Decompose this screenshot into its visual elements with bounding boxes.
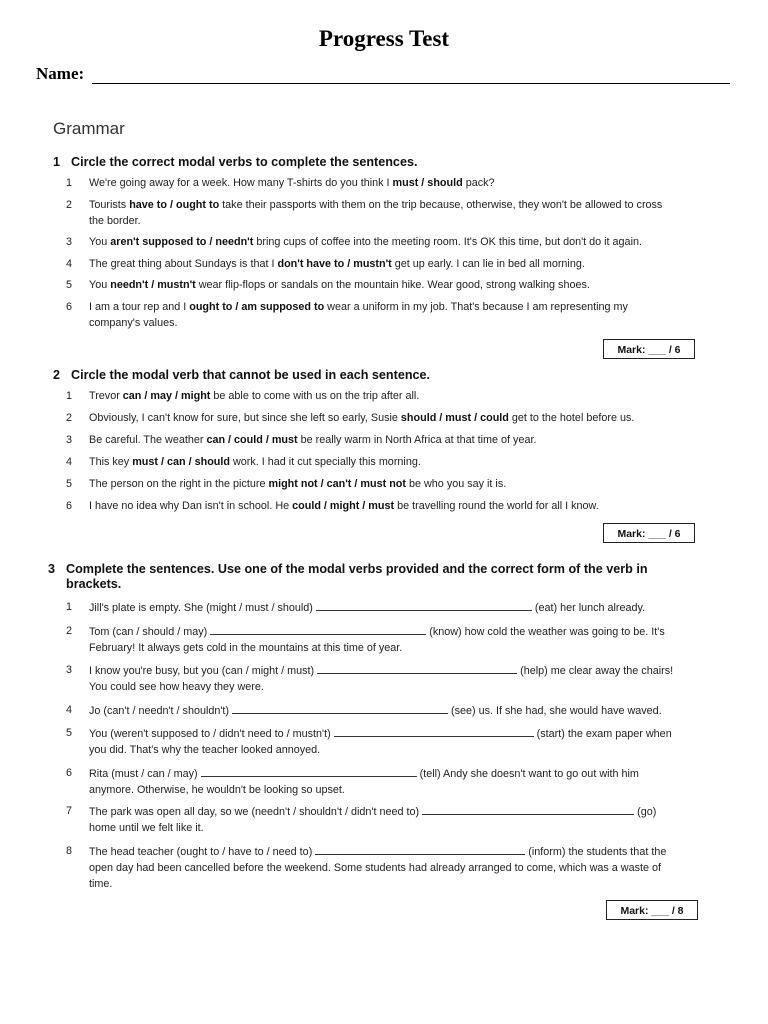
item-number: 4 [66,704,73,716]
item-text: You (weren't supposed to / didn't need to / mustn't) [89,728,334,740]
item-text: (eat) her lunch already. [531,602,646,614]
item-text: Jo (can't / needn't / shouldn't) [89,705,233,717]
modal-options[interactable]: must / can / should [132,456,230,468]
item-text: be able to come with us on the trip after all. [210,390,420,402]
answer-blank[interactable] [210,623,426,635]
item-text: be travelling round the world for all I know. [394,500,599,512]
item-number: 5 [66,478,73,490]
item-text: Jill's plate is empty. She (might / must / should) [89,602,316,614]
modal-options[interactable]: needn't / mustn't [110,279,196,291]
item-text: (see) us. If she had, she would have waved. [448,705,662,717]
item-text: I am a tour rep and I [89,301,190,313]
item-number: 5 [66,727,73,739]
item-number: 6 [66,767,73,779]
item-text: be who you say it is. [406,478,507,490]
modal-options[interactable]: must / should [392,177,463,189]
name-label: Name: [36,64,85,83]
mark-box[interactable]: Mark: ___ / 8 [606,900,698,920]
item-text: This key [89,456,133,468]
item-text: Trevor [89,390,123,402]
item-text: (help) me clear away the chairs! You could see how heavy they were. [89,665,674,693]
name-field-row [36,64,736,88]
modal-options[interactable]: aren't supposed to / needn't [110,236,254,248]
item-text: be really warm in North Africa at that time of year. [297,434,537,446]
exercise-instruction: Circle the correct modal verbs to complete the sentences. [71,155,418,169]
item-number: 1 [66,390,73,402]
item-text: I know you're busy, but you (can / might / must) [89,665,318,677]
mark-box[interactable]: Mark: ___ / 6 [603,523,695,543]
page-title: Progress Test [318,26,450,51]
item-number: 3 [66,664,73,676]
item-text: I have no idea why Dan isn't in school. He [89,500,293,512]
item-number: 8 [66,845,73,857]
exercise-number: 3 [48,562,56,576]
item-text: (know) how cold the weather was going to be. It's February! It always gets cold in the mountains at this time of year. [89,626,665,654]
answer-blank[interactable] [334,725,534,737]
modal-options[interactable]: might not / can't / must not [268,478,406,490]
answer-blank[interactable] [232,702,448,714]
item-text: You [89,279,111,291]
item-text: wear a uniform in my job. That's because I am representing my company's values. [89,301,628,329]
item-number: 1 [66,601,73,613]
answer-blank[interactable] [316,599,532,611]
modal-options[interactable]: have to / ought to [129,199,220,211]
answer-blank[interactable] [201,765,417,777]
item-number: 7 [66,805,73,817]
item-text: The person on the right in the picture [89,478,269,490]
item-text: The park was open all day, so we (needn't / shouldn't / didn't need to) [89,806,423,818]
item-text: get to the hotel before us. [508,412,635,424]
modal-options[interactable]: can / could / must [206,434,298,446]
modal-options[interactable]: should / must / could [400,412,509,424]
modal-options[interactable]: don't have to / mustn't [277,258,392,270]
item-number: 3 [66,434,73,446]
item-text: get up early. I can lie in bed all morning. [391,258,585,270]
item-number: 2 [66,625,73,637]
name-line[interactable] [92,83,730,84]
answer-blank[interactable] [315,843,525,855]
item-text: take their passports with them on the trip because, otherwise, they won't be allowed to cross the border. [89,199,663,227]
item-number: 1 [66,177,73,189]
item-text: The head teacher (ought to / have to / need to) [89,846,316,858]
item-number: 4 [66,456,73,468]
item-text: Be careful. The weather [89,434,207,446]
modal-options[interactable]: could / might / must [292,500,395,512]
answer-blank[interactable] [317,662,517,674]
item-number: 6 [66,301,73,313]
answer-blank[interactable] [422,803,634,815]
item-text: work. I had it cut specially this morning. [230,456,421,468]
item-text: Rita (must / can / may) [89,768,201,780]
item-number: 6 [66,500,73,512]
section-heading: Grammar [53,119,125,138]
item-number: 5 [66,279,73,291]
exercise-instruction: Complete the sentences. Use one of the modal verbs provided and the correct form of the verb in brackets. [66,562,648,591]
exercise-number: 2 [53,368,61,382]
item-number: 3 [66,236,73,248]
exercise-number: 1 [53,155,61,169]
item-text: Obviously, I can't know for sure, but since she left so early, Susie [89,412,401,424]
item-text: (start) the exam paper when you did. That's why the teacher looked annoyed. [89,728,672,756]
item-text: (go) home until we felt like it. [89,806,657,834]
item-number: 2 [66,412,73,424]
item-text: (inform) the students that the open day had been cancelled before the weekend. Some students had already arranged to come, which was a waste of time. [89,846,667,890]
item-text: bring cups of coffee into the meeting room. It's OK this time, but don't do it again. [253,236,642,248]
item-text: We're going away for a week. How many T-shirts do you think I [89,177,393,189]
item-text: The great thing about Sundays is that I [89,258,278,270]
item-number: 4 [66,258,73,270]
item-text: (tell) Andy she doesn't want to go out with him anymore. Otherwise, he wouldn't be looking so upset. [89,768,639,796]
exercise-instruction: Circle the modal verb that cannot be used in each sentence. [71,368,431,382]
mark-box[interactable]: Mark: ___ / 6 [603,339,695,359]
item-text: Tourists [89,199,130,211]
item-text: You [89,236,111,248]
item-number: 2 [66,199,73,211]
modal-options[interactable]: ought to / am supposed to [189,301,325,313]
item-text: wear flip-flops or sandals on the mountain hike. Wear good, strong walking shoes. [195,279,590,291]
modal-options[interactable]: can / may / might [122,390,211,402]
item-text: pack? [462,177,495,189]
item-text: Tom (can / should / may) [89,626,211,638]
